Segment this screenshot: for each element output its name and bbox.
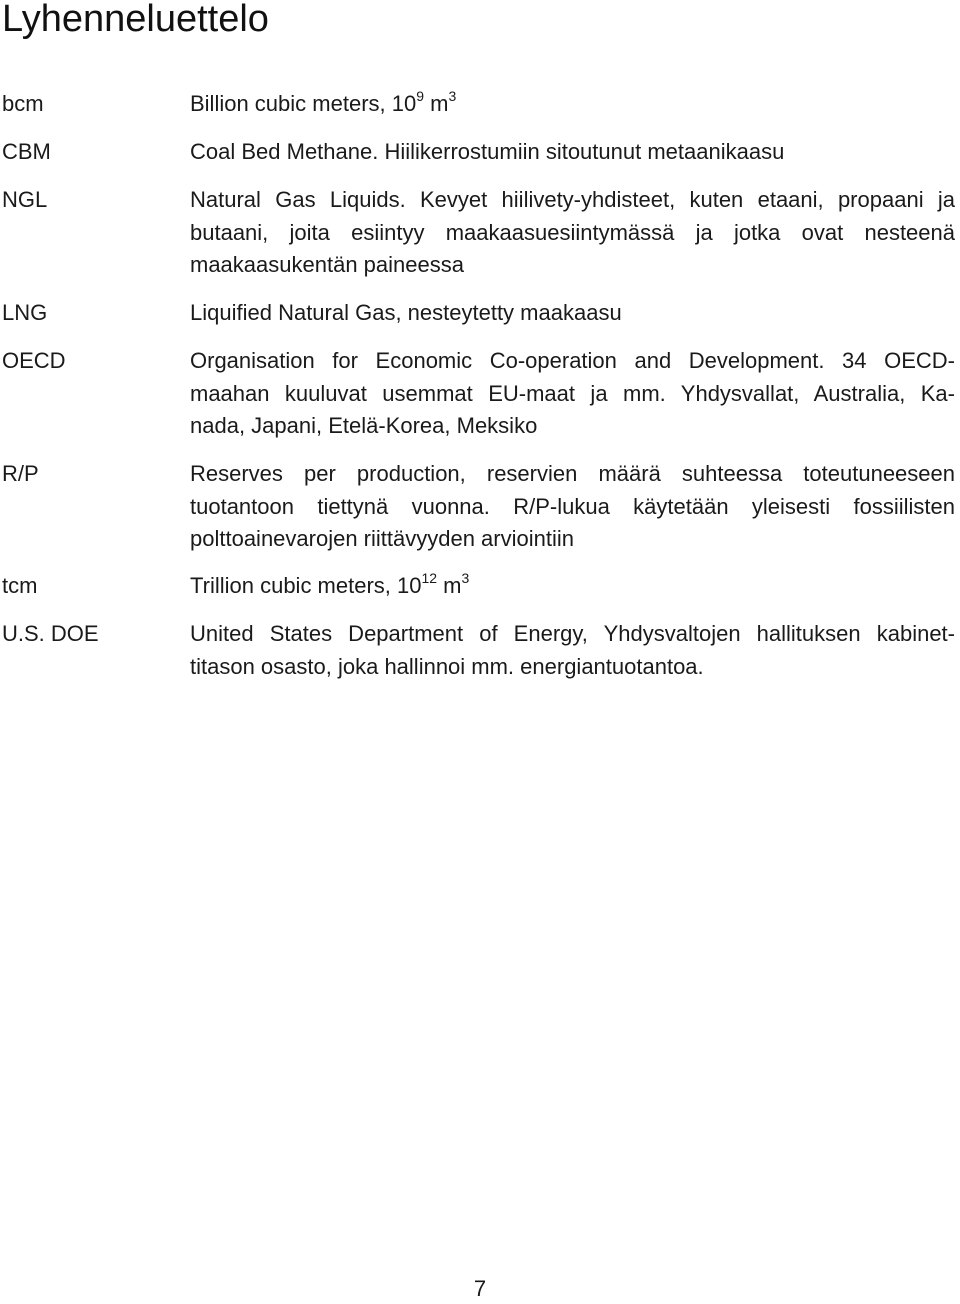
abbreviation: R/P	[2, 461, 39, 486]
abbreviation: NGL	[2, 187, 48, 212]
definition	[190, 458, 955, 556]
definition	[190, 618, 955, 683]
definition-line: butaani, joita esiintyy maakaasuesiintymässä ja jotka ovat nesteenä	[190, 219, 955, 245]
definition	[190, 570, 955, 603]
definition-text: Trillion cubic meters, 10	[190, 573, 422, 598]
page-number: 7	[473, 1276, 487, 1301]
definition	[190, 297, 955, 330]
definition-line: Organisation for Economic Co-operation and Development. 34 OECD-	[190, 348, 955, 373]
definition	[190, 88, 955, 121]
definition-line: Natural Gas Liquids. Kevyet hiilivety-yhdisteet, kuten etaani, propaani ja	[190, 187, 955, 212]
definition-text: Billion cubic meters, 10	[190, 91, 417, 116]
definition-line: tuotantoon tiettynä vuonna. R/P-lukua käytetään yleisesti fossiilisten	[190, 493, 955, 519]
definition-line: polttoainevarojen riittävyyden arviointiin	[190, 526, 574, 551]
definition	[190, 184, 955, 282]
superscript: 3	[448, 87, 457, 104]
superscript: 9	[416, 87, 425, 104]
definition-line: United States Department of Energy, Yhdysvaltojen hallituksen kabinet-	[190, 621, 955, 646]
definition-line: nada, Japani, Etelä-Korea, Meksiko	[190, 413, 538, 438]
abbreviation: LNG	[2, 300, 48, 325]
definition-text: Liquified Natural Gas, nesteytetty maakaasu	[190, 300, 622, 325]
definition-line: titason osasto, joka hallinnoi mm. energiantuotantoa.	[190, 653, 704, 679]
definition-text: Coal Bed Methane. Hiilikerrostumiin sitoutunut metaanikaasu	[190, 139, 785, 164]
superscript: 3	[461, 569, 470, 586]
abbreviation: OECD	[2, 348, 66, 373]
abbreviation: bcm	[2, 91, 44, 116]
definition-line: maakaasukentän paineessa	[190, 252, 464, 277]
page-title: Lyhenneluettelo	[2, 0, 269, 40]
superscript: 12	[421, 569, 438, 586]
abbreviation: tcm	[2, 573, 38, 598]
definition-line: Reserves per production, reservien määrä suhteessa toteutuneeseen	[190, 461, 955, 486]
definition	[190, 345, 955, 443]
definition	[190, 136, 955, 169]
abbreviation: CBM	[2, 139, 51, 164]
unit-text: m	[437, 573, 462, 598]
unit-text: m	[424, 91, 449, 116]
definition-line: maahan kuuluvat usemmat EU-maat ja mm. Yhdysvallat, Australia, Ka-	[190, 380, 955, 406]
abbreviation: U.S. DOE	[2, 621, 99, 646]
